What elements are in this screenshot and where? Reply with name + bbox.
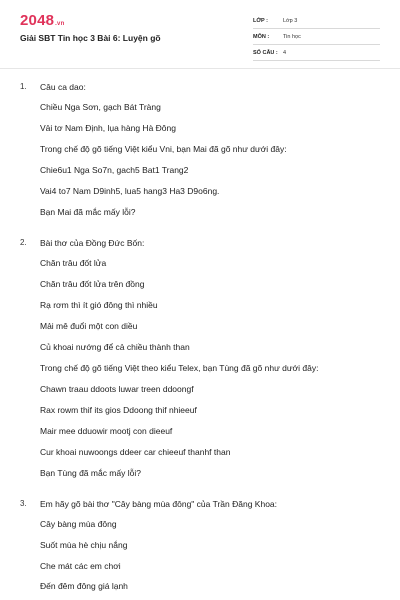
meta-row-grade (253, 15, 380, 29)
site-logo[interactable] (20, 12, 64, 29)
header-divider (0, 68, 400, 69)
question-line: Chie6u1 Nga So7n, gach5 Bat1 Trang2 (40, 165, 189, 175)
question-line: Câu ca dao: (40, 82, 86, 92)
document-title: Giải SBT Tin học 3 Bài 6: Luyện gõ (20, 33, 161, 43)
meta-label: MÔN : (253, 34, 270, 40)
question-line: Đến đêm đông giá lạnh (40, 581, 128, 591)
question-line: Bạn Tùng đã mắc mấy lỗi? (40, 468, 141, 478)
meta-row-subject (253, 31, 380, 45)
question-line: Trong chế độ gõ tiếng Việt theo kiểu Telex, bạn Tùng đã gõ như dưới đây: (40, 363, 319, 373)
question-line: Chăn trâu đốt lửa trên đồng (40, 279, 145, 289)
question-line: Em hãy gõ bài thơ "Cây bàng mùa đông" của Trần Đăng Khoa: (40, 499, 278, 509)
meta-value: Tin học (283, 34, 301, 40)
question-line: Bài thơ của Đồng Đức Bốn: (40, 238, 145, 248)
question-line: Cur khoai nuwoongs ddeer car chieeuf thanhf than (40, 447, 231, 457)
question-line: Trong chế độ gõ tiếng Việt kiểu Vni, bạn Mai đã gõ như dưới đây: (40, 144, 287, 154)
question-line: Mải mê đuổi một con diều (40, 321, 138, 331)
question-line: Chiều Nga Sơn, gạch Bát Tràng (40, 102, 161, 112)
question-line: Bạn Mai đã mắc mấy lỗi? (40, 207, 136, 217)
meta-value: 4 (283, 50, 287, 56)
meta-value: Lớp 3 (283, 18, 298, 24)
question-line: Cây bàng mùa đông (40, 519, 117, 529)
meta-label: LỚP : (253, 18, 268, 24)
question-line: Rax rowm thif its gios Ddoong thif nhieeuf (40, 405, 197, 415)
question-line: Suốt mùa hè chịu nắng (40, 540, 128, 550)
question-line: Mair mee dduowir mootj con dieeuf (40, 426, 173, 436)
question-number: 1. (20, 82, 27, 91)
question-line: Che mát các em chơi (40, 561, 121, 571)
question-number: 3. (20, 499, 27, 508)
question-line: Chawn traau ddoots luwar treen ddoongf (40, 384, 194, 394)
logo-main-text: 2048 (20, 12, 55, 29)
meta-label: SỐ CÂU : (253, 50, 278, 56)
question-line: Vải tơ Nam Định, lụa hàng Hà Đông (40, 123, 176, 133)
logo-sub-text: .vn (55, 21, 65, 27)
question-line: Chăn trâu đốt lửa (40, 258, 107, 268)
question-number: 2. (20, 238, 27, 247)
question-line: Vai4 to7 Nam D9inh5, lua5 hang3 Ha3 D9o6ng. (40, 186, 220, 196)
question-line: Rạ rơm thì ít gió đông thì nhiều (40, 300, 158, 310)
meta-row-question-count (253, 47, 380, 61)
page-header (0, 0, 400, 70)
question-line: Củ khoai nướng để cả chiều thành than (40, 342, 190, 352)
